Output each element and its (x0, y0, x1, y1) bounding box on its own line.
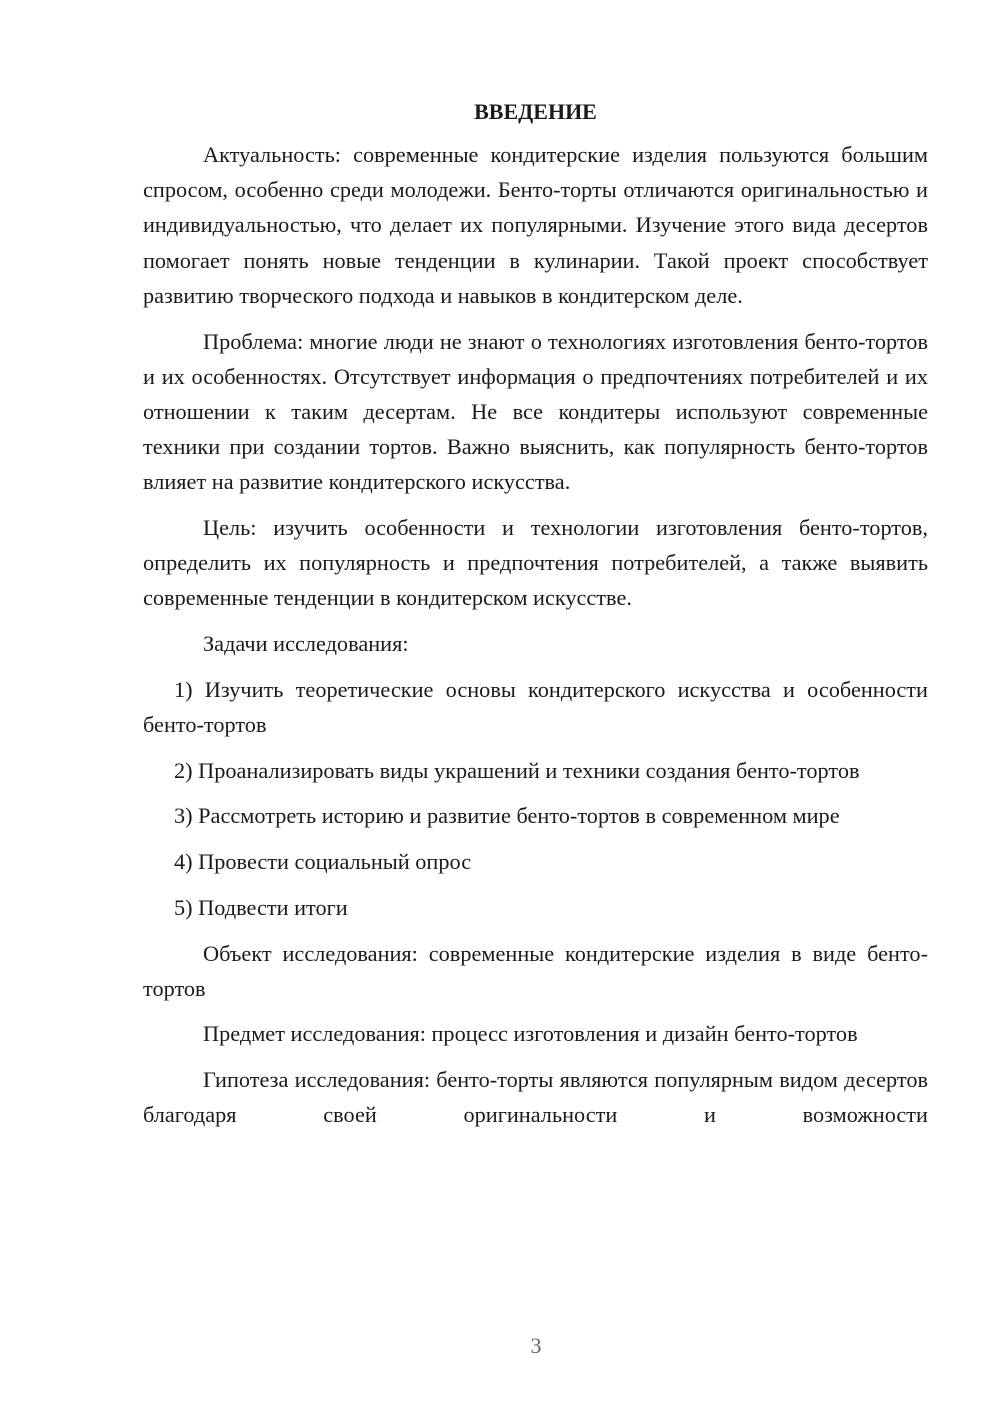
task-item: 1) Изучить теоретические основы кондитерского искусства и особенности бенто-тортов (143, 676, 928, 738)
task-item: 5) Подвести итоги (174, 894, 348, 920)
document-body (143, 94, 928, 1143)
paragraph-hypothesis: Гипотеза исследования: бенто-торты являются популярным видом десертов благодаря своей оригинальности и возможности (143, 1067, 928, 1128)
section-title: ВВЕДЕНИЕ (474, 99, 597, 124)
tasks-heading: Задачи исследования: (203, 631, 409, 657)
page-number: 3 (530, 1333, 542, 1358)
paragraph-relevance: Актуальность: современные кондитерские изделия пользуются большим спросом, особенно среди молодежи. Бенто-торты отличаются оригинальностью и индивидуальностью, что делает их популярными. Изучение этого вида десертов помогает понять новые тенденции в кулинарии. Такой проект способствует развитию творческого подхода и навыков в кондитерском деле. (143, 142, 928, 308)
paragraph-problem: Проблема: многие люди не знают о технологиях изготовления бенто-тортов и их особенностях. Отсутствует информация о предпочтениях потребителей и их отношении к таким десертам. Не все кондитеры используют современные техники при создании тортов. Важно выяснить, как популярность бенто-тортов влияет на развитие кондитерского искусства. (143, 328, 928, 495)
paragraph-goal: Цель: изучить особенности и технологии изготовления бенто-тортов, определить их популярность и предпочтения потребителей, а также выявить современные тенденции в кондитерском искусстве. (143, 515, 928, 611)
task-item: 2) Проанализировать виды украшений и техники создания бенто-тортов (174, 757, 860, 783)
task-item: 4) Провести социальный опрос (174, 849, 472, 875)
paragraph-object: Объект исследования: современные кондитерские изделия в виде бенто-тортов (143, 940, 928, 1001)
task-item: 3) Рассмотреть историю и развитие бенто-тортов в современном мире (174, 803, 840, 829)
paragraph-subject: Предмет исследования: процесс изготовления и дизайн бенто-тортов (203, 1021, 858, 1047)
